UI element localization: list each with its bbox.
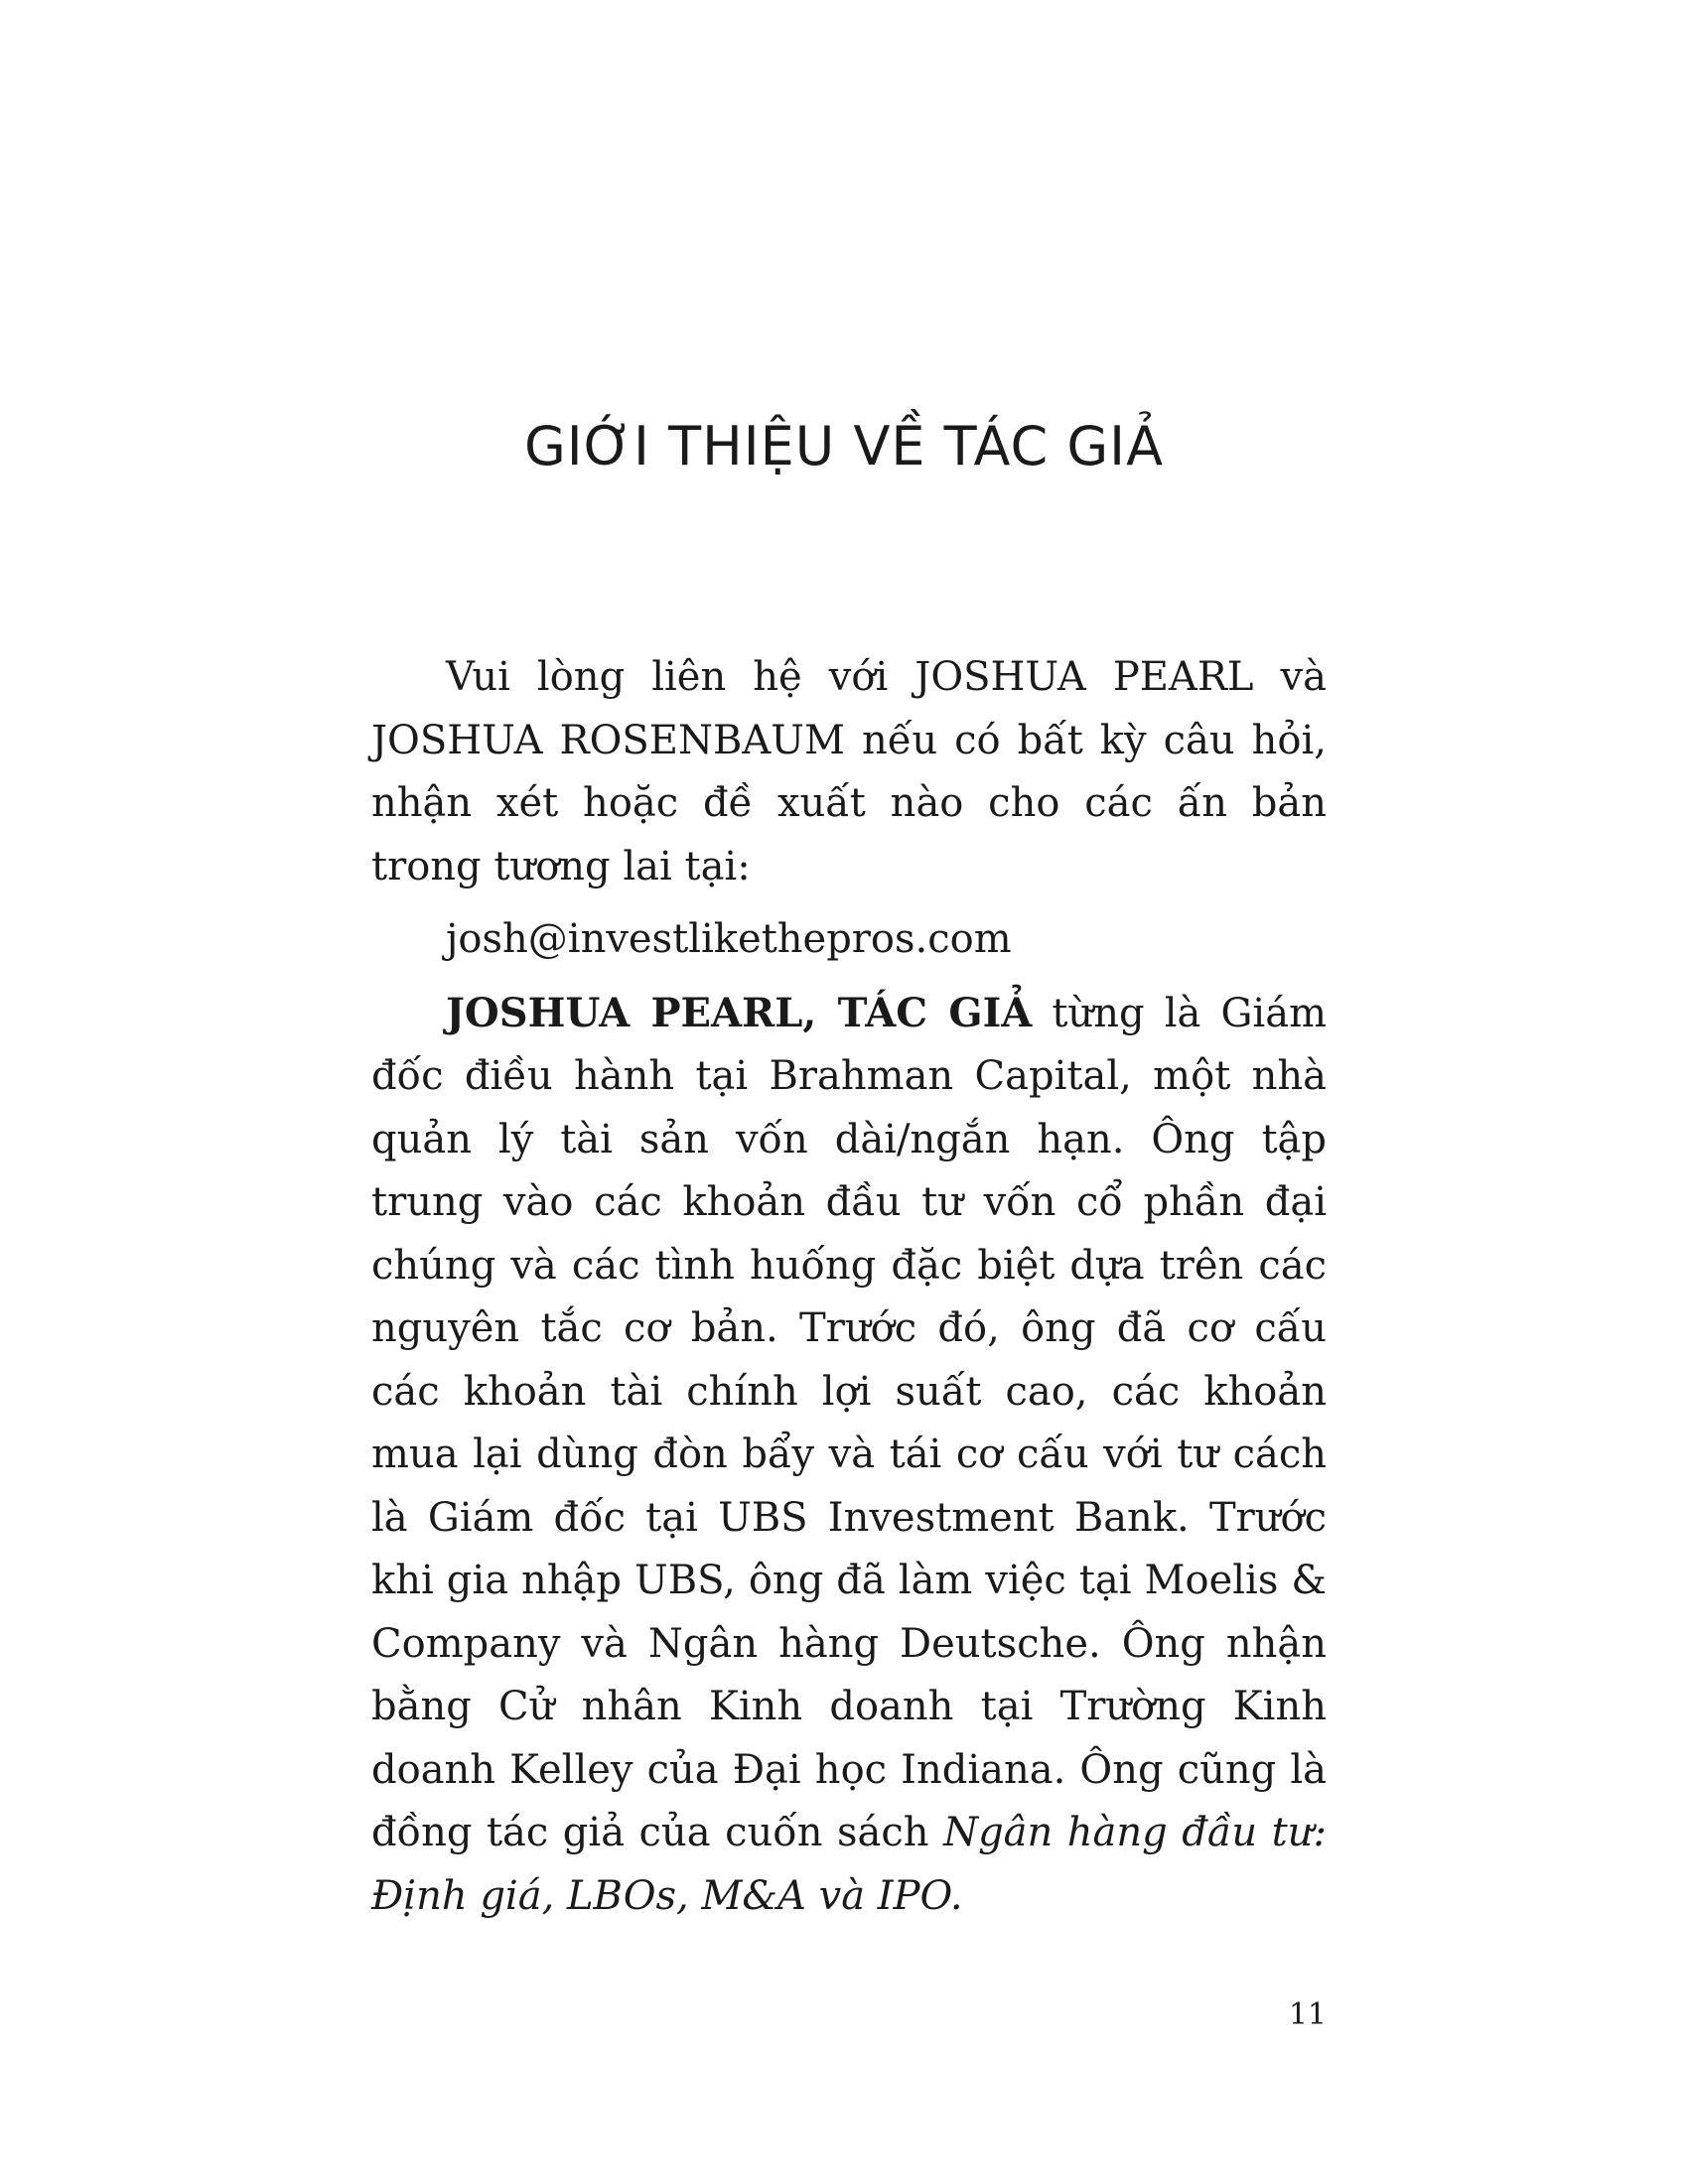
author-bio-paragraph xyxy=(371,982,1327,1929)
author-name-heading: JOSHUA PEARL, TÁC GIẢ xyxy=(446,989,1033,1036)
author-email: josh@investlikethepros.com xyxy=(446,916,1012,962)
contact-intro-paragraph: Vui lòng liên hệ với JOSHUA PEARL và JOSHUA ROSENBAUM nếu có bất kỳ câu hỏi, nhận xét hoặc đề xuất nào cho các ấn bản trong tương lai tại: xyxy=(371,654,1327,889)
book-title: Ngân hàng đầu tư: Định giá, LBOs, M&A và IPO. xyxy=(371,1810,1327,1919)
author-bio-text: từng là Giám đốc điều hành tại Brahman Capital, một nhà quản lý tài sản vốn dài/ngắn hạn. Ông tập trung vào các khoản đầu tư vốn cổ phần đại chúng và các tình huống đặc biệt dựa trên các nguyên tắc cơ bản. Trước đó, ông đã cơ cấu các khoản tài chính lợi suất cao, các khoản mua lại dùng đòn bẩy và tái cơ cấu với tư cách là Giám đốc tại UBS Investment Bank. Trước khi gia nhập UBS, ông đã làm việc tại Moelis & Company và Ngân hàng Deutsche. Ông nhận bằng Cử nhân Kinh doanh tại Trường Kinh doanh Kelley của Đại học Indiana. Ông cũng là đồng tác giả của cuốn sách xyxy=(371,990,1327,1855)
page-title: GIỚI THIỆU VỀ TÁC GIẢ xyxy=(523,415,1165,478)
body-text xyxy=(371,646,1327,1928)
page-number: 11 xyxy=(1288,1997,1327,2032)
